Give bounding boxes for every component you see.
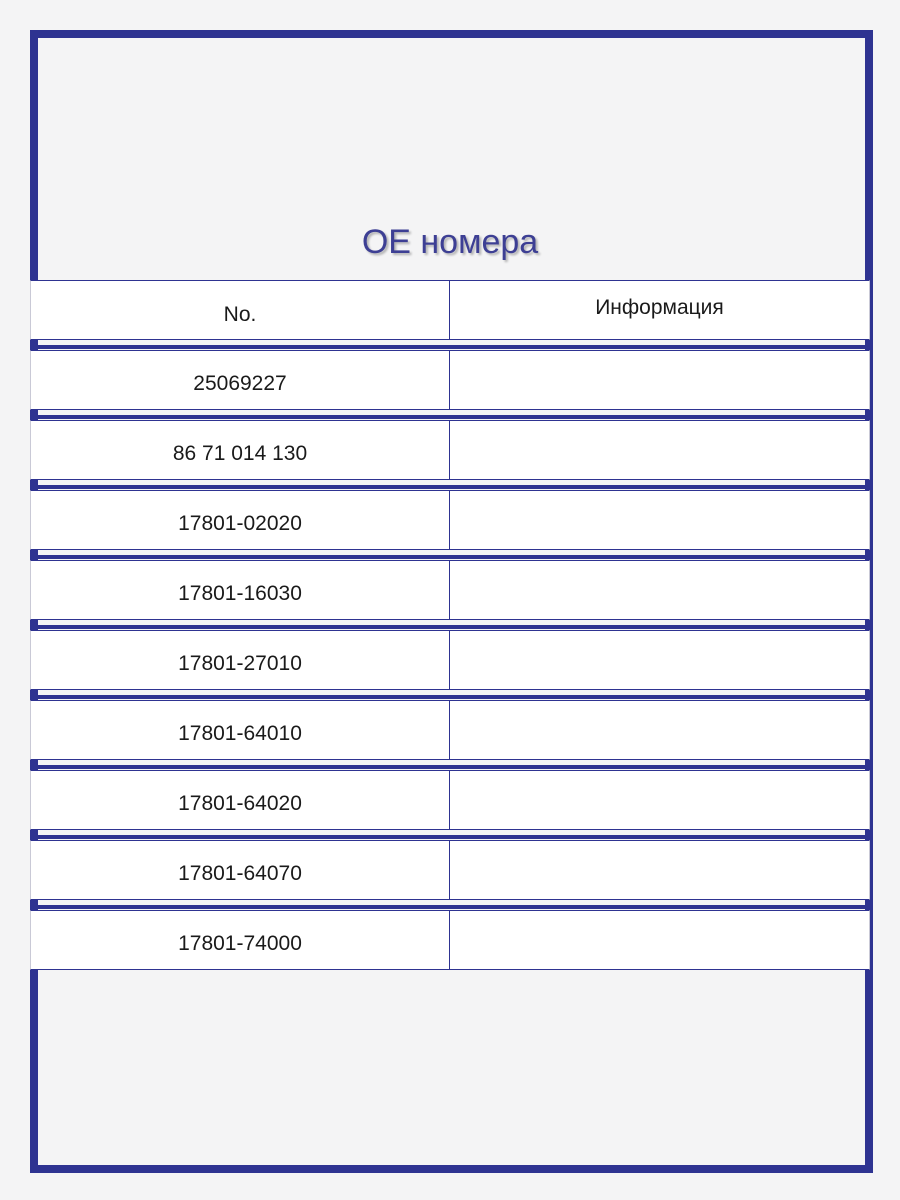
oe-number-cell: 86 71 014 130 <box>30 420 450 480</box>
info-cell <box>450 560 870 620</box>
oe-number-cell: 17801-64070 <box>30 840 450 900</box>
column-header-info: Информация <box>450 280 870 340</box>
info-cell <box>450 840 870 900</box>
page-title: OE номера <box>361 223 539 261</box>
info-cell <box>450 490 870 550</box>
table-header-row <box>30 280 870 340</box>
column-header-no: No. <box>30 280 450 340</box>
table-row <box>30 420 870 480</box>
table-row <box>30 350 870 410</box>
oe-number-cell: 17801-16030 <box>30 560 450 620</box>
oe-number-cell: 17801-64020 <box>30 770 450 830</box>
oe-number-cell: 17801-02020 <box>30 490 450 550</box>
oe-number-cell: 25069227 <box>30 350 450 410</box>
table-row <box>30 840 870 900</box>
table-row <box>30 630 870 690</box>
table-row <box>30 560 870 620</box>
info-cell <box>450 700 870 760</box>
table-row <box>30 770 870 830</box>
info-cell <box>450 630 870 690</box>
table-row <box>30 910 870 970</box>
info-cell <box>450 350 870 410</box>
table-row <box>30 700 870 760</box>
info-cell <box>450 910 870 970</box>
info-cell <box>450 770 870 830</box>
oe-number-cell: 17801-64010 <box>30 700 450 760</box>
oe-number-cell: 17801-27010 <box>30 630 450 690</box>
info-cell <box>450 420 870 480</box>
oe-number-cell: 17801-74000 <box>30 910 450 970</box>
table-row <box>30 490 870 550</box>
oe-numbers-table <box>30 280 870 980</box>
